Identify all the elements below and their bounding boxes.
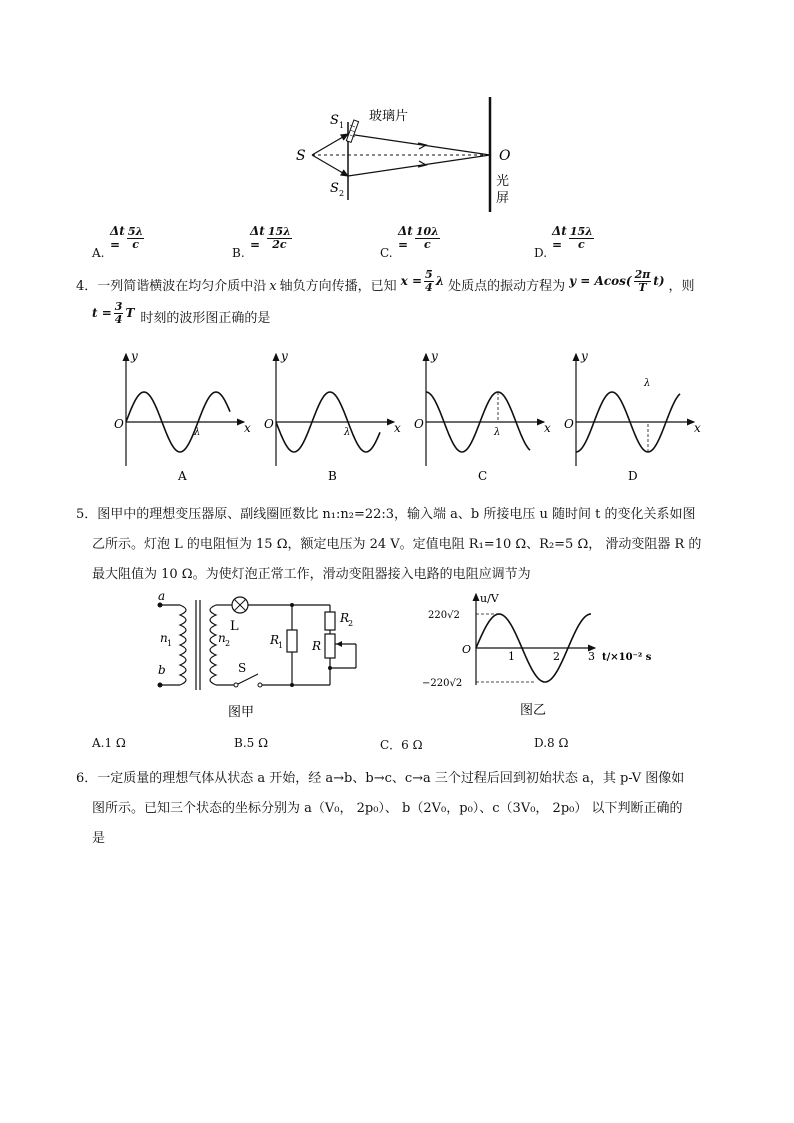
t-axis-label: t/×10⁻² s [602, 652, 652, 663]
graph-label: C [478, 469, 488, 483]
graph-label: D [628, 469, 638, 483]
svg-text:1: 1 [167, 639, 173, 648]
lambda-label: λ [344, 427, 351, 438]
q6-line-2: 图所示。已知三个状态的坐标分别为 a（V₀， 2p₀）、 b（2V₀，p₀）、c（3V₀， 2p₀） 以下判断正确的 [92, 801, 683, 816]
lamp-label: L [230, 619, 239, 634]
n2-label: n [218, 631, 226, 645]
glass-label: 玻璃片 [369, 109, 409, 124]
screen-label-1: 光 [496, 174, 510, 189]
q5-option-a[interactable]: A.1 Ω [92, 736, 126, 750]
graph-label: A [178, 469, 187, 483]
q5-voltage-graph [420, 590, 680, 722]
q4-question: 4．一列简谐横波在均匀介质中沿 x 轴负方向传播，已知 x = $\frac{5}{4}$ λ 处质点的振动方程为 y = Acos( $\frac{2\pi}{T}$ t) ，则 t = $\frac{3}{4}$ T 时刻的波形图正确的是 [76, 267, 695, 326]
lambda-label: λ [494, 427, 501, 438]
x-axis-label: x [394, 421, 401, 435]
graph-caption: 图乙 [520, 703, 547, 718]
svg-text:2: 2 [225, 639, 231, 648]
q6-question [76, 764, 756, 854]
svg-text:2: 2 [348, 619, 354, 628]
y-axis-label: y [281, 349, 288, 363]
q5-circuit-figure [150, 592, 370, 722]
terminal-b: b [158, 663, 166, 677]
screen-label-2: 屏 [496, 191, 510, 206]
y-axis-label: y [431, 349, 438, 363]
s2-label: S [330, 181, 339, 196]
s1-label: S [330, 113, 339, 128]
x-axis-label: x [244, 421, 251, 435]
lambda-label: λ [194, 427, 201, 438]
q3-options: A. Δt = $\frac{5\lambda}{c}$ B. Δt = $\frac{15\lambda}{2c}$ C. Δt = $\frac{10\lambda}{c}$ D. Δt = $\frac{15\lambda}{c}$ [92, 224, 593, 260]
wave-graph-b[interactable] [264, 349, 401, 483]
r2-label: R [340, 611, 350, 625]
x-axis-label: x [544, 421, 551, 435]
svg-text:1: 1 [339, 121, 345, 130]
q5-line-2: 乙所示。灯泡 L 的电阻恒为 15 Ω，额定电压为 24 V。定值电阻 R₁=10 Ω、R₂=5 Ω， 滑动变阻器 R 的 [92, 537, 702, 552]
graph-label: B [328, 469, 337, 483]
origin-label: O [564, 417, 574, 431]
u-min-label: −220√2 [422, 678, 463, 689]
wave-graph-c[interactable] [414, 349, 551, 483]
y-axis-label: y [581, 349, 588, 363]
switch-label: S [238, 661, 247, 675]
q5-option-d[interactable]: D.8 Ω [534, 736, 569, 750]
origin-label: O [414, 417, 424, 431]
svg-text:2: 2 [339, 189, 345, 198]
terminal-a: a [158, 592, 166, 603]
wave-graph-a[interactable] [114, 349, 251, 483]
origin-label: O [264, 417, 274, 431]
t-tick-2: 2 [553, 650, 560, 663]
svg-text:1: 1 [278, 641, 284, 650]
q5-option-b[interactable]: B.5 Ω [234, 736, 269, 750]
double-slit-figure [290, 92, 530, 217]
q5-option-c[interactable]: C．6 Ω [380, 738, 423, 752]
n1-label: n [160, 631, 168, 645]
origin-label: O [462, 643, 472, 656]
origin-label: O [114, 417, 124, 431]
u-axis-label: u/V [480, 592, 499, 605]
o-label: O [499, 148, 511, 164]
y-axis-label: y [131, 349, 138, 363]
x-axis-label: x [694, 421, 701, 435]
q6-line-1: 6．一定质量的理想气体从状态 a 开始，经 a→b、b→c、c→a 三个过程后回到初始状态 a，其 p-V 图像如 [76, 771, 685, 786]
q5-question [76, 500, 756, 590]
s-label: S [296, 148, 306, 164]
r1-label: R [270, 633, 280, 647]
u-max-label: 220√2 [428, 610, 460, 621]
q6-line-3: 是 [92, 831, 106, 846]
r-label: R [312, 639, 322, 653]
t-tick-3: 3 [588, 650, 595, 663]
q5-line-3: 最大阻值为 10 Ω。为使灯泡正常工作，滑动变阻器接入电路的电阻应调节为 [92, 567, 531, 582]
q4-wave-graphs [110, 348, 710, 488]
lambda-label: λ [644, 378, 651, 389]
wave-graph-d[interactable] [564, 349, 701, 483]
q5-line-1: 5．图甲中的理想变压器原、副线圈匝数比 n₁:n₂=22:3，输入端 a、b 所接电压 u 随时间 t 的变化关系如图 [76, 507, 696, 522]
t-tick-1: 1 [508, 650, 515, 663]
circuit-caption: 图甲 [228, 705, 255, 720]
